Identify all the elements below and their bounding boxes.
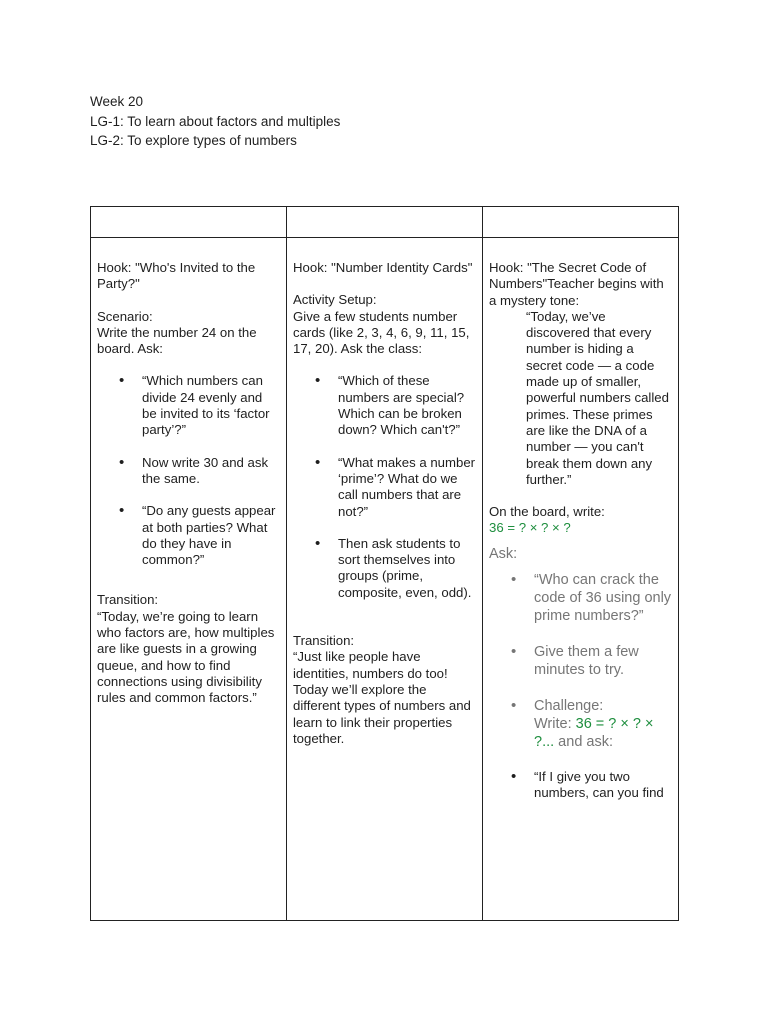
transition-label: Transition: xyxy=(293,633,355,649)
list-item: • Now write 30 and ask the same. xyxy=(97,455,280,488)
list-item: • Give them a few minutes to try. xyxy=(489,643,672,679)
question-list xyxy=(293,373,476,601)
page-header xyxy=(90,92,340,151)
list-item: • “Which numbers can divide 24 evenly and be invited to its ‘factor party’?” xyxy=(97,373,280,438)
table-header-row xyxy=(91,207,679,238)
hook-title: Hook: "Who's Invited to the Party?" xyxy=(97,260,256,292)
ask-label: Ask: xyxy=(489,545,518,562)
board-label: On the board, write: xyxy=(489,504,605,520)
header-cell-2 xyxy=(287,207,483,238)
transition-text: “Today, we’re going to learn who factors are, how multiples are like guests in a growing queue, and how to find connections using divisibility rules and common factors.” xyxy=(97,608,275,706)
scenario-text: Write the number 24 on the board. Ask: xyxy=(97,324,257,357)
list-item: • Then ask students to sort themselves into groups (prime, composite, even, odd). xyxy=(293,536,476,601)
table-content-row xyxy=(91,238,679,921)
scenario-label: Scenario: xyxy=(97,308,153,324)
transition-label: Transition: xyxy=(97,592,159,608)
setup-label: Activity Setup: xyxy=(293,292,377,308)
list-item: • “Which of these numbers are special? Which can be broken down? Which can't?” xyxy=(293,373,476,438)
column-factors xyxy=(91,238,287,921)
hook-title: Hook: "The Secret Code of Numbers"Teacher begins with a mystery tone: xyxy=(489,260,664,308)
header-cell-1 xyxy=(91,207,287,238)
week-label: Week 20 xyxy=(90,94,144,109)
hook-title: Hook: "Number Identity Cards" xyxy=(293,260,473,275)
list-item: • “Do any guests appear at both parties? What do they have in common?” xyxy=(97,503,280,568)
column-number-types xyxy=(287,238,483,921)
column-prime-code xyxy=(483,238,679,921)
teacher-quote: “Today, we’ve discovered that every number is hiding a secret code — a code made up of smaller, powerful numbers called primes. These primes are like the DNA of a number — you can't break them down any further.” xyxy=(526,308,669,487)
learning-goal-2: LG-2: To explore types of numbers xyxy=(90,133,297,148)
learning-goal-1: LG-1: To learn about factors and multiples xyxy=(90,113,341,129)
list-item: • “If I give you two numbers, can you find xyxy=(489,769,672,802)
challenge-label: Challenge: xyxy=(534,697,604,714)
board-equation: 36 = ? × ? × ? xyxy=(489,520,571,536)
lesson-table xyxy=(90,206,679,921)
challenge-tail: and ask: xyxy=(554,733,613,750)
list-item: • “What makes a number ‘prime’? What do we call numbers that are not?” xyxy=(293,455,476,520)
transition-text: “Just like people have identities, numbers do too! Today we’ll explore the different types of numbers and learn to link their properties together. xyxy=(293,649,471,746)
challenge-equation: 36 = ? × ? × ?... xyxy=(534,715,654,750)
question-list xyxy=(97,373,280,568)
question-list xyxy=(489,571,672,802)
list-item: • “Who can crack the code of 36 using only prime numbers?” xyxy=(489,571,672,625)
setup-text: Give a few students number cards (like 2, 3, 4, 6, 9, 11, 15, 17, 20). Ask the class: xyxy=(293,308,470,357)
list-item xyxy=(489,697,672,751)
header-cell-3 xyxy=(483,207,679,238)
challenge-write: Write: xyxy=(534,715,576,732)
